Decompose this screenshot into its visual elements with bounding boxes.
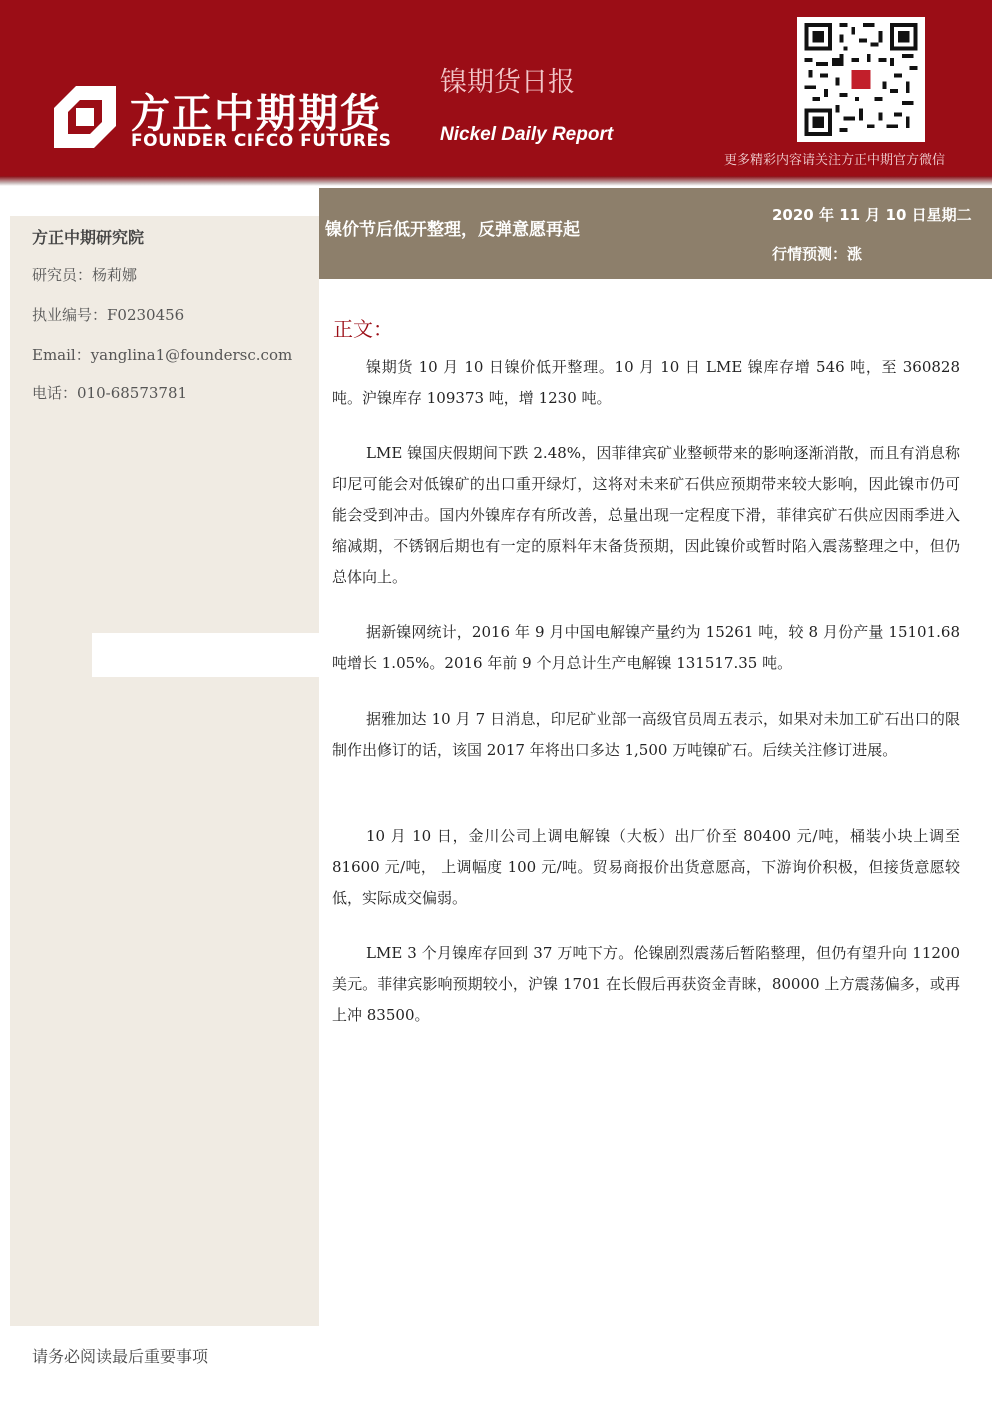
institute-name: 方正中期研究院 xyxy=(32,228,145,247)
header-shadow xyxy=(0,176,992,186)
paragraph-1: 镍期货 10 月 10 日镍价低开整理。10 月 10 日 LME 镍库存增 546 吨，至 360828 吨。沪镍库存 109373 吨，增 1230 吨。 xyxy=(332,358,960,407)
report-date: 2020 年 11 月 10 日星期二 xyxy=(772,206,972,224)
company-name-cn: 方正中期期货 xyxy=(130,91,382,137)
body-heading: 正文： xyxy=(333,317,393,341)
paragraph-2: LME 镍国庆假期间下跌 2.48%，因菲律宾矿业整顿带来的影响逐渐消散，而且有消息称印尼可能会对低镍矿的出口重开绿灯，这将对未来矿石供应预期带来较大影响，因此镍市仍可能会受到冲击。国内外镍库存有所改善，总量出现一定程度下滑，菲律宾矿石供应因雨季进入缩减期，不锈钢后期也有一定的原料年末备货预期，因此镍价或暂时陷入震荡整理之中，但仍总体向上。 xyxy=(332,444,960,586)
wechat-follow-note: 更多精彩内容请关注方正中期官方微信 xyxy=(724,153,946,168)
sidebar-gap xyxy=(92,633,319,677)
company-name-en: FOUNDER CIFCO FUTURES xyxy=(131,131,392,151)
paragraph-5: 10 月 10 日，金川公司上调电解镍（大板）出厂价至 80400 元/吨，桶装小块上调至 81600 元/吨， 上调幅度 100 元/吨。贸易商报价出货意愿高，下游询价积极，但接货意愿较低，实际成交偏弱。 xyxy=(332,827,960,907)
qr-code-icon[interactable] xyxy=(797,17,925,142)
license-number: 执业编号：F0230456 xyxy=(32,306,185,324)
market-forecast: 行情预测：涨 xyxy=(772,245,863,263)
paragraph-6: LME 3 个月镍库存回到 37 万吨下方。伦镍剧烈震荡后暂陷整理，但仍有望升向 11200 美元。菲律宾影响预期较小，沪镍 1701 在长假后再获资金青睐，80000 上方震荡偏多，或再上冲 83500。 xyxy=(332,944,960,1024)
founder-logo-icon xyxy=(54,86,116,148)
researcher-name: 研究员：杨莉娜 xyxy=(32,266,138,284)
report-title-en: Nickel Daily Report xyxy=(440,124,614,145)
disclaimer-note: 请务必阅读最后重要事项 xyxy=(32,1347,209,1366)
report-title-cn: 镍期货日报 xyxy=(440,67,575,98)
paragraph-4: 据雅加达 10 月 7 日消息，印尼矿业部一高级官员周五表示，如果对未加工矿石出口的限制作出修订的话，该国 2017 年将出口多达 1,500 万吨镍矿石。后续关注修订进展。 xyxy=(332,710,960,759)
report-headline: 镍价节后低开整理，反弹意愿再起 xyxy=(325,220,580,240)
author-email[interactable]: Email：yanglina1@foundersc.com xyxy=(32,346,293,364)
paragraph-3: 据新镍网统计，2016 年 9 月中国电解镍产量约为 15261 吨，较 8 月份产量 15101.68 吨增长 1.05%。2016 年前 9 个月总计生产电解镍 131517.35 吨。 xyxy=(332,623,960,672)
author-phone: 电话：010-68573781 xyxy=(32,384,188,402)
